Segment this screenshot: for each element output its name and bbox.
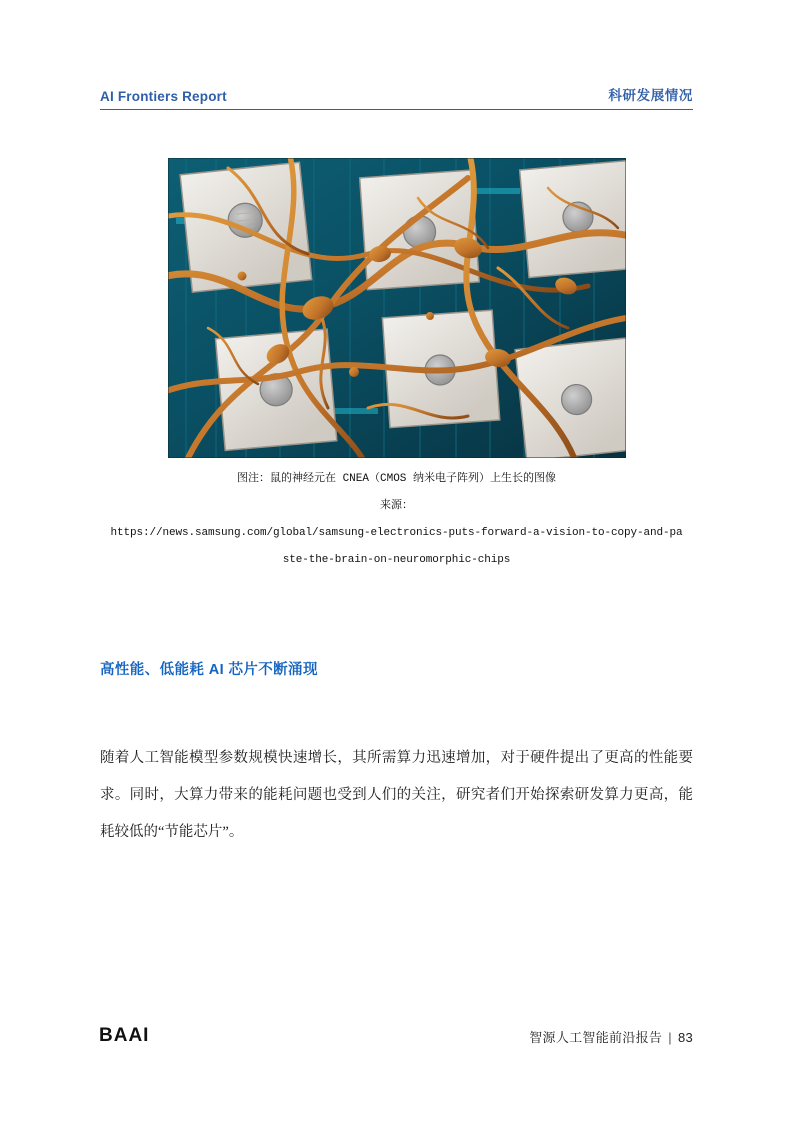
figure-caption-block — [100, 466, 693, 574]
footer-separator: | — [668, 1030, 672, 1045]
figure-container — [168, 158, 626, 458]
page-header — [100, 84, 693, 110]
section-heading: 高性能、低能耗 AI 芯片不断涌现 — [100, 662, 318, 678]
footer-report-name: 智源人工智能前沿报告 — [529, 1030, 663, 1045]
figure-caption: 图注：鼠的神经元在 CNEA（CMOS 纳米电子阵列）上生长的图像 — [236, 473, 556, 485]
figure-source-url-line-2[interactable]: ste-the-brain-on-neuromorphic-chips — [282, 553, 511, 566]
header-report-title: AI Frontiers Report — [100, 89, 227, 104]
baai-logo: BAAI — [99, 1025, 150, 1046]
header-section-title: 科研发展情况 — [608, 88, 693, 103]
footer-page-number: 83 — [677, 1030, 693, 1045]
neuron-chip-image — [168, 158, 626, 458]
body-paragraph: 随着人工智能模型参数规模快速增长，其所需算力迅速增加，对于硬件提出了更高的性能要求。同时，大算力带来的能耗问题也受到人们的关注，研究者们开始探索研发算力更高，能耗较低的“节能芯片”。 — [100, 750, 693, 840]
figure-source-url-line-1[interactable]: https://news.samsung.com/global/samsung-electronics-puts-forward-a-vision-to-copy-and-pa — [110, 526, 683, 539]
page-footer — [529, 1027, 693, 1046]
figure-source-label: 来源： — [380, 499, 413, 512]
